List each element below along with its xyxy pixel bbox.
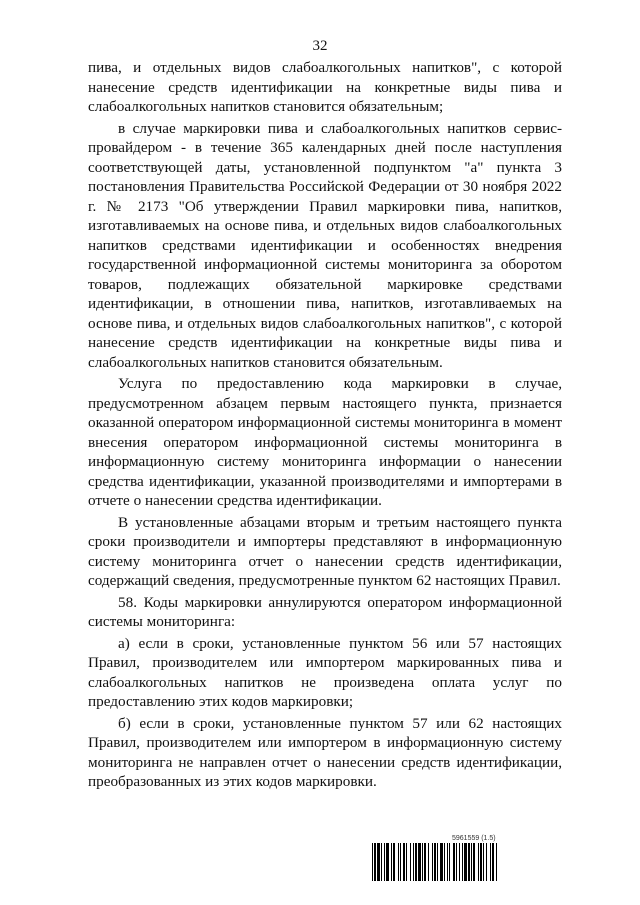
page-number: 32 <box>312 38 328 54</box>
barcode-bar <box>478 843 479 881</box>
barcode-bar <box>432 843 433 881</box>
barcode-bar <box>449 843 450 881</box>
barcode-bar <box>393 843 395 881</box>
barcode-bar <box>437 843 438 881</box>
barcode-bar <box>490 843 491 881</box>
barcode-bar <box>428 843 429 881</box>
paragraph: пива, и отдельных видов слабоалкогольных напитков", с которой нанесение средств идентификации на конкретные виды пива и слабоалкогольных напитков становится обязательным; <box>88 59 562 115</box>
barcode-bar <box>473 843 475 881</box>
barcode-bar <box>377 843 380 881</box>
paragraph: Услуга по предоставлению кода маркировки в случае, предусмотренном абзацем первым настоящего пункта, признается оказанной оператором информационной системы мониторинга в момент внесения оператором информационной системы мониторинга в информационную систему мониторинга информации о нанесении средства идентификации, указанной производителями и импортерами в отчете о нанесении средства идентификации. <box>88 375 562 509</box>
barcode-bar <box>456 843 457 881</box>
barcode-bar <box>374 843 376 881</box>
barcode-bar <box>410 843 411 881</box>
barcode-bar <box>464 843 467 881</box>
barcode-bar <box>486 843 487 881</box>
barcode-bar <box>424 843 426 881</box>
barcode-bar <box>403 843 405 881</box>
barcode-bar <box>418 843 421 881</box>
paragraph: 58. Коды маркировки аннулируются оператором информационной системы мониторинга: <box>88 593 562 630</box>
document-code: 5961559 (1.5) <box>452 835 496 842</box>
barcode-bar <box>447 843 448 881</box>
document-body <box>88 58 562 792</box>
barcode-bar <box>496 843 497 881</box>
barcode-bar <box>398 843 399 881</box>
barcode-bar <box>471 843 472 881</box>
barcode <box>372 843 562 881</box>
barcode-bar <box>480 843 482 881</box>
paragraph: в случае маркировки пива и слабоалкогольных напитков сервис-провайдером - в течение 365 календарных дней после наступления соответствующей даты, установленной подпунктом "а" пункта 3 постановления Правительства Российской Федерации от 30 ноября 2022 г. № 2173 "Об утверждении Правил маркировки пива, напитков, изготавливаемых на основе пива, и отдельных видов слабоалкогольных напитков средствами идентификации и особенностях внедрения государственной информационной системы мониторинга за оборотом товаров, подлежащих обязательной маркировке средствами идентификации, в отношении пива, напитков, изготавливаемых на основе пива, и отдельных видов слабоалкогольных напитков", с которой нанесение средств идентификации на конкретные виды пива и слабоалкогольных напитков становится обязательным. <box>88 119 562 371</box>
barcode-bar <box>440 843 443 881</box>
barcode-bar <box>415 843 417 881</box>
barcode-bar <box>462 843 463 881</box>
barcode-bar <box>381 843 382 881</box>
barcode-bar <box>468 843 470 881</box>
barcode-bar <box>434 843 436 881</box>
barcode-bar <box>391 843 392 881</box>
barcode-bar <box>406 843 407 881</box>
barcode-bar <box>372 843 373 881</box>
barcode-bar <box>492 843 494 881</box>
barcode-bar <box>400 843 401 881</box>
barcode-bar <box>422 843 423 881</box>
barcode-bar <box>483 843 484 881</box>
paragraph: В установленные абзацами вторым и третьим настоящего пункта сроки производители и импортеры представляют в информационную систему мониторинга отчет о нанесении средств идентификации, содержащий сведения, предусмотренные пунктом 62 настоящих Правил. <box>88 513 562 589</box>
barcode-bar <box>459 843 460 881</box>
barcode-bar <box>386 843 389 881</box>
list-item-a: а) если в сроки, установленные пунктом 56 или 57 настоящих Правил, производителем или импортером маркированных пива и слабоалкогольных напитков не произведена оплата услуг по предоставлению этих кодов маркировки; <box>88 634 562 710</box>
barcode-bar <box>413 843 414 881</box>
barcode-bar <box>444 843 445 881</box>
list-item-b: б) если в сроки, установленные пунктом 57 или 62 настоящих Правил, производителем или импортером в информационную систему мониторинга не направлен отчет о нанесении средств идентификации, преобразованных из этих кодов маркировки. <box>88 714 562 790</box>
barcode-bar <box>453 843 455 881</box>
barcode-bar <box>384 843 385 881</box>
